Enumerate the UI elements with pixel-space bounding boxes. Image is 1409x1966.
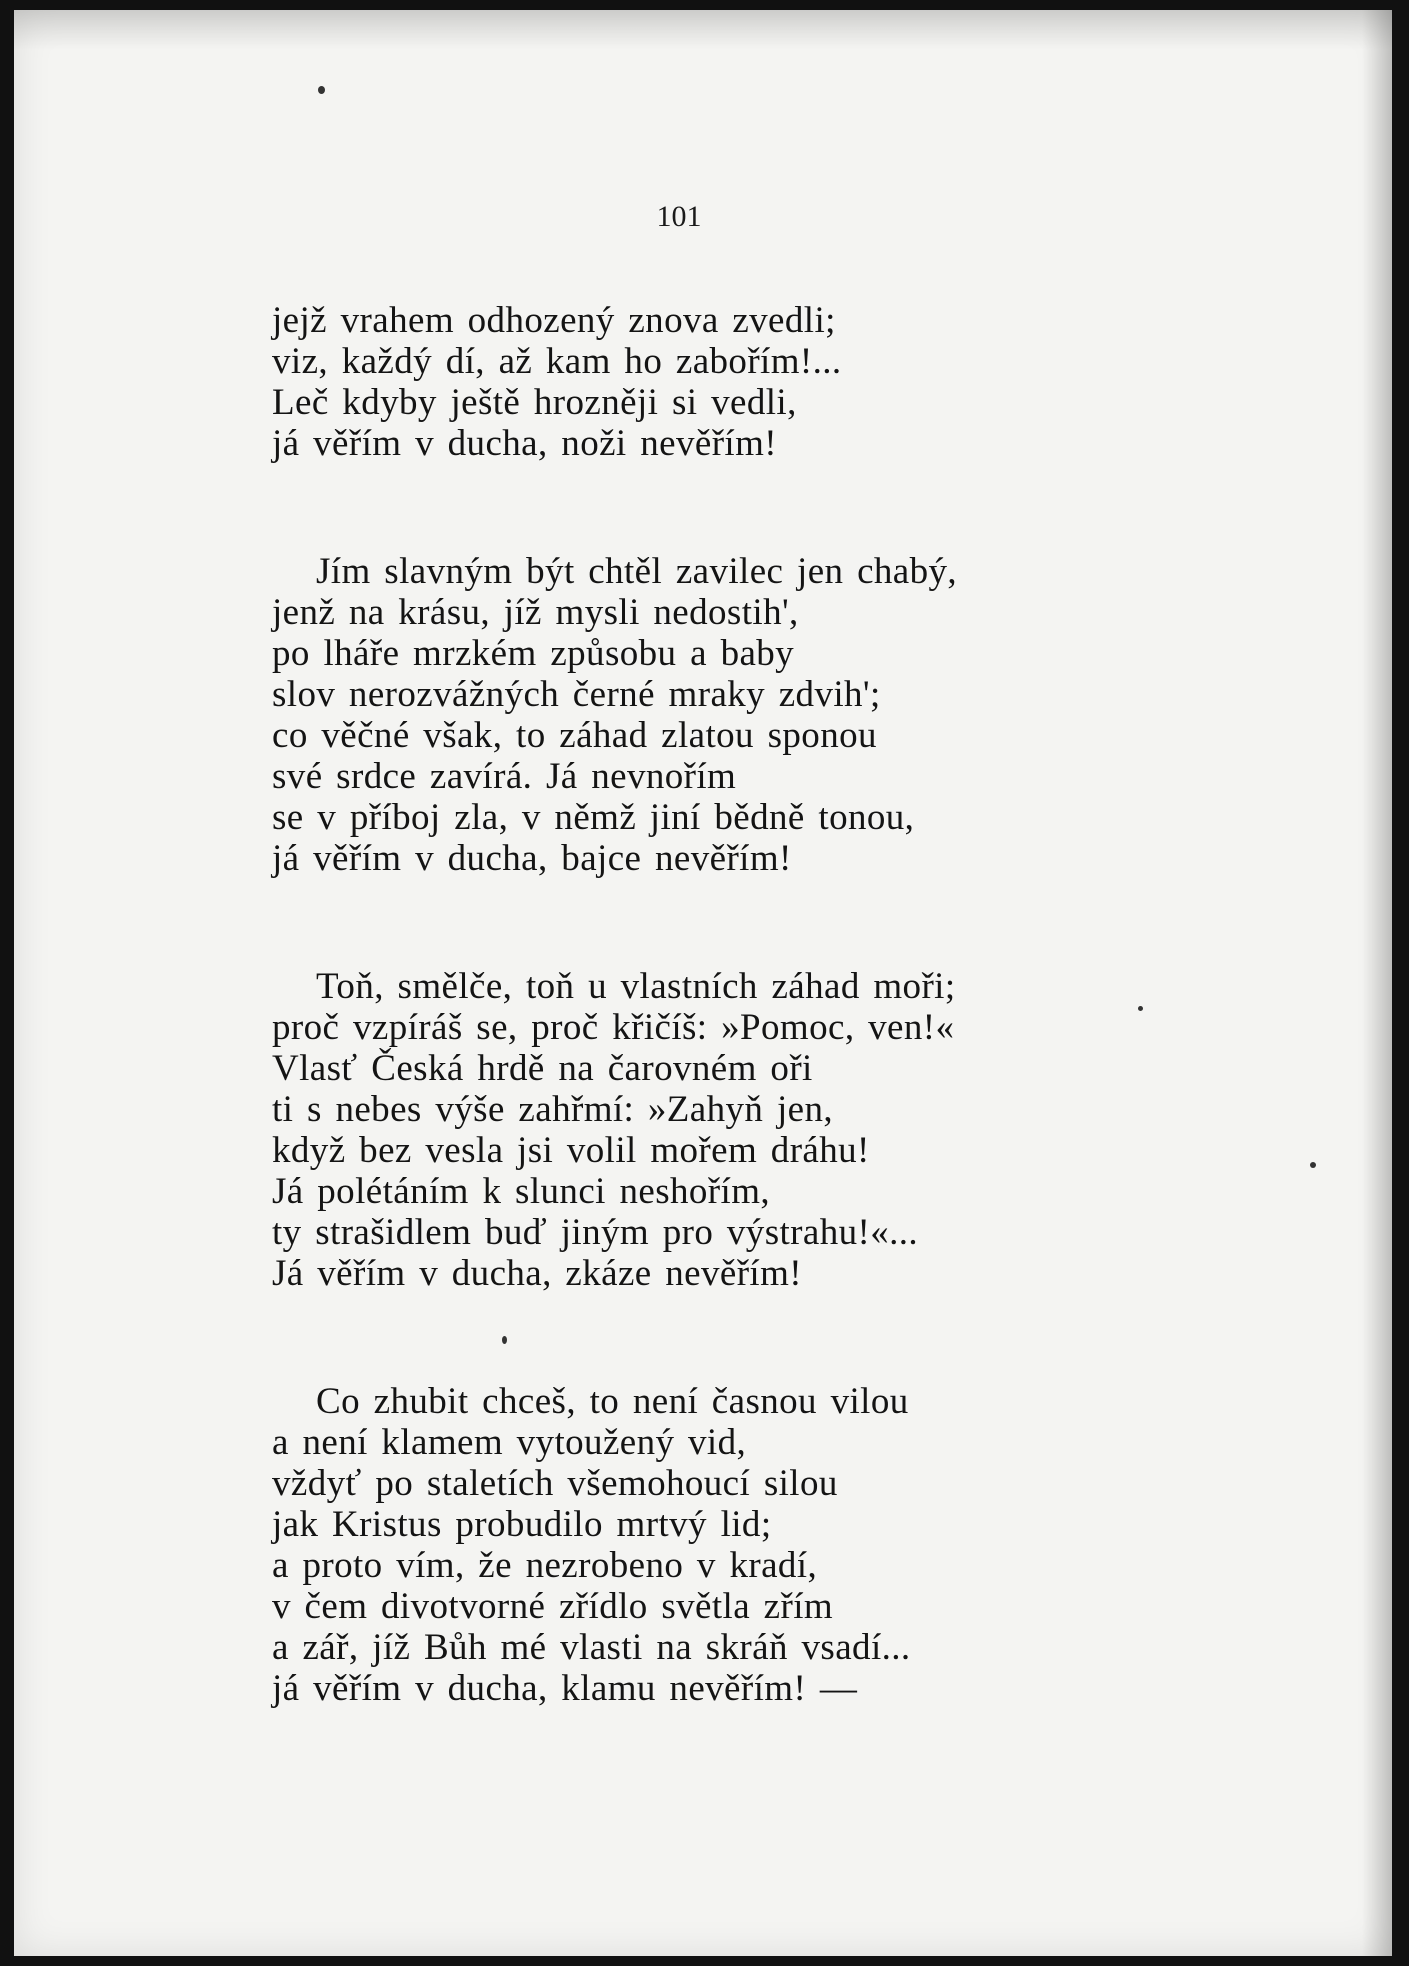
stanza-2 (272, 551, 1172, 879)
page-top-shadow (14, 10, 1392, 50)
poem-line: co věčné však, to záhad zlatou sponou (272, 715, 877, 756)
page-number: 101 (656, 200, 702, 233)
poem-line: proč vzpíráš se, proč křičíš: »Pomoc, ven!« (272, 1007, 955, 1048)
poem-line: jejž vrahem odhozený znova zvedli; (272, 300, 836, 341)
poem-line: Leč kdyby ještě hrozněji si vedli, (272, 382, 797, 423)
poem-line: ti s nebes výše zahřmí: »Zahyň jen, (272, 1089, 834, 1130)
poem-line: a proto vím, že nezrobeno v kradí, (272, 1545, 818, 1586)
poem-line: vždyť po staletích všemohoucí silou (272, 1463, 838, 1504)
poem-line: jak Kristus probudilo mrtvý lid; (272, 1504, 772, 1545)
poem-line: já věřím v ducha, noži nevěřím! (272, 423, 777, 464)
poem-line: já věřím v ducha, klamu nevěřím! — (272, 1668, 858, 1709)
book-page (14, 10, 1392, 1956)
poem-text (272, 300, 1172, 1709)
poem-line: Jím slavným být chtěl zavilec jen chabý, (316, 551, 958, 592)
stanza-3 (272, 966, 1172, 1294)
poem-line: se v příboj zla, v němž jiní bědně tonou, (272, 797, 915, 838)
stanza-1 (272, 300, 1172, 464)
ink-speck (1310, 1162, 1316, 1168)
poem-line: po lháře mrzkém způsobu a baby (272, 633, 795, 674)
poem-line: viz, každý dí, až kam ho zabořím!... (272, 341, 842, 382)
poem-line: slov nerozvážných černé mraky zdvih'; (272, 674, 881, 715)
page-right-shadow (1362, 10, 1392, 1956)
stanza-4 (272, 1381, 1172, 1709)
poem-line: Já věřím v ducha, zkáze nevěřím! (272, 1253, 803, 1294)
poem-line: Co zhubit chceš, to není časnou vilou (316, 1381, 909, 1422)
poem-line: Já polétáním k slunci neshořím, (272, 1171, 771, 1212)
poem-line: v čem divotvorné zřídlo světla zřím (272, 1586, 834, 1627)
poem-line: Vlasť Česká hrdě na čarovném oři (272, 1048, 813, 1089)
poem-line: své srdce zavírá. Já nevnořím (272, 756, 737, 797)
poem-line: já věřím v ducha, bajce nevěřím! (272, 838, 792, 879)
poem-line: ty strašidlem buď jiným pro výstrahu!«... (272, 1212, 919, 1253)
poem-line: když bez vesla jsi volil mořem dráhu! (272, 1130, 870, 1171)
poem-line: jenž na krásu, jíž mysli nedostih', (272, 592, 799, 633)
poem-line: a není klamem vytoužený vid, (272, 1422, 747, 1463)
poem-line: a zář, jíž Bůh mé vlasti na skráň vsadí... (272, 1627, 911, 1668)
poem-line: Toň, smělče, toň u vlastních záhad moři; (316, 966, 956, 1007)
ink-speck (318, 86, 325, 94)
